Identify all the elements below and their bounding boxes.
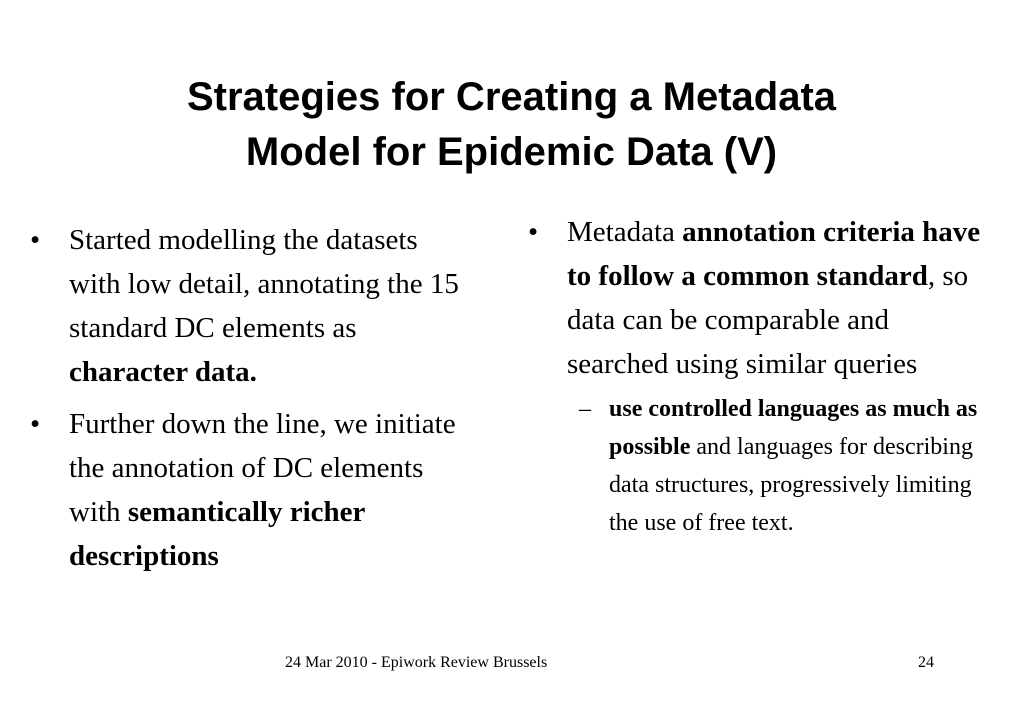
left-bullet-2-bold: semantically richer descriptions xyxy=(69,496,365,572)
bullet-icon: • xyxy=(528,216,539,248)
slide-title-line-2: Model for Epidemic Data (V) xyxy=(245,130,778,174)
right-bullet-list xyxy=(528,210,990,542)
right-column xyxy=(528,210,990,550)
left-bullet-list xyxy=(30,218,470,578)
right-bullet-1-bold: annotation criteria have to follow a common standard xyxy=(567,216,981,292)
right-sub-bullet-1-bold: use controlled languages as much as possible xyxy=(609,396,978,460)
right-sub-bullet-1 xyxy=(567,390,990,542)
left-bullet-2 xyxy=(30,402,470,578)
left-bullet-2-text: Further down the line, we initiate the annotation of DC elements with xyxy=(69,408,456,528)
page-number: 24 xyxy=(918,654,934,671)
bullet-icon: • xyxy=(30,224,41,256)
right-sub-bullet-1-text: and languages for describing data structures, progressively limiting the use of free text. xyxy=(609,434,973,536)
slide-footer: 24 Mar 2010 - Epiwork Review Brussels xyxy=(285,654,548,671)
left-bullet-1-bold: character data. xyxy=(69,356,257,388)
left-bullet-1 xyxy=(30,218,470,394)
left-column xyxy=(30,218,470,586)
right-bullet-1-text-a: Metadata xyxy=(567,216,683,248)
right-bullet-1-text-b: , so data can be comparable and searched using similar queries xyxy=(567,260,969,380)
right-bullet-1 xyxy=(528,210,990,542)
right-sub-list xyxy=(567,390,990,542)
dash-icon: – xyxy=(579,396,591,422)
left-bullet-1-text: Started modelling the datasets with low detail, annotating the 15 standard DC elements as xyxy=(69,224,459,344)
slide-title xyxy=(0,70,1023,180)
bullet-icon: • xyxy=(30,408,41,440)
slide-title-line-1: Strategies for Creating a Metadata xyxy=(186,75,837,119)
